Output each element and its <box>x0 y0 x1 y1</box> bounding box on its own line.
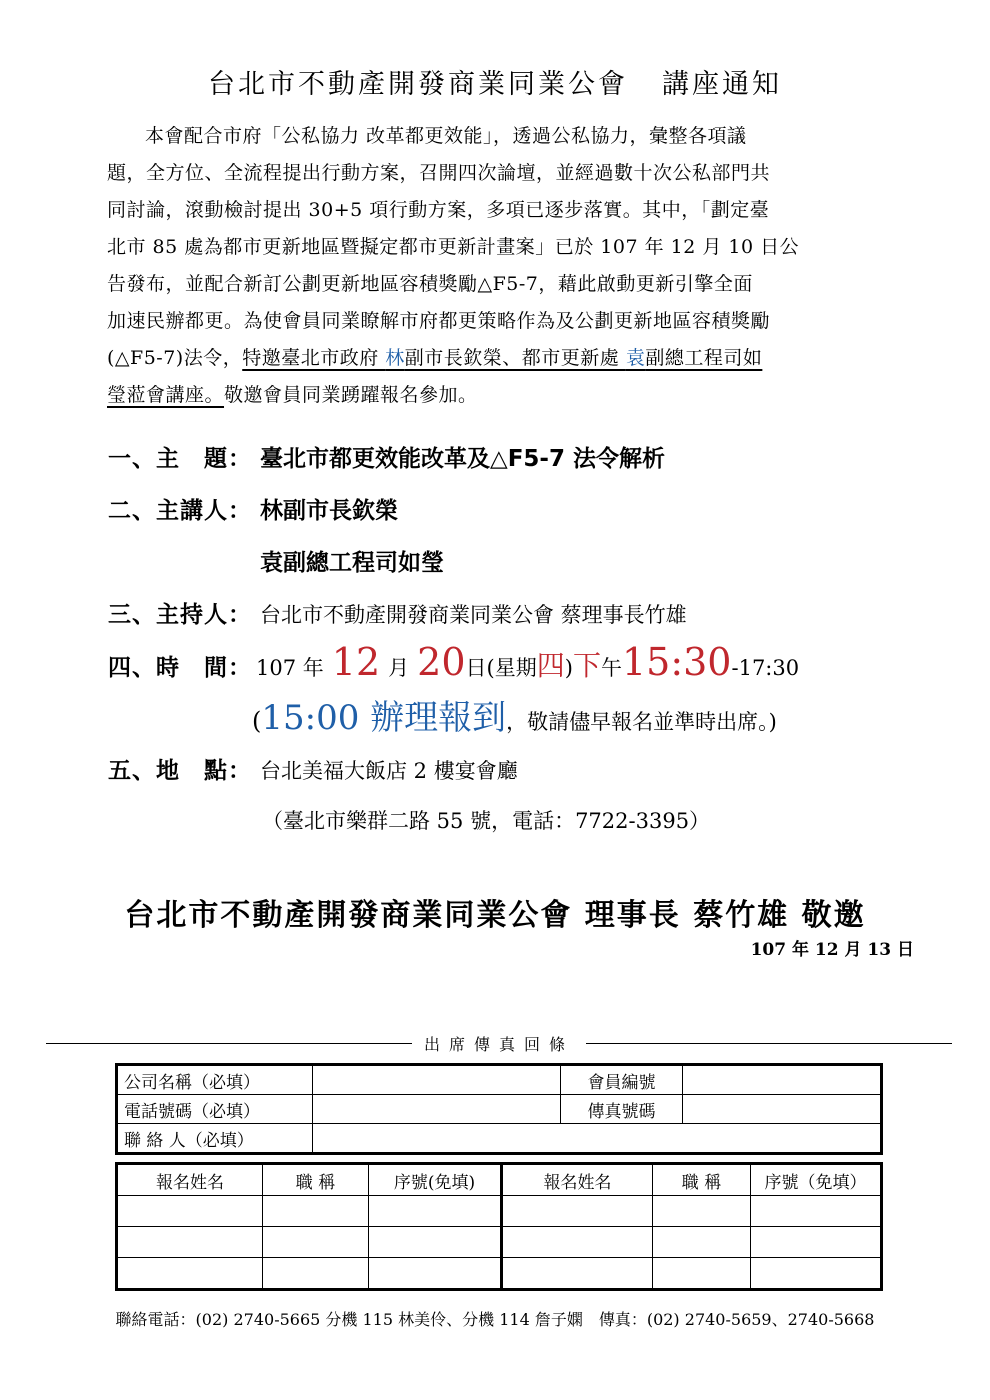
name-cell[interactable] <box>502 1227 653 1258</box>
checkin-row <box>252 690 777 739</box>
phone-input[interactable] <box>313 1095 561 1124</box>
intro-text: 林 <box>385 347 405 369</box>
title-cell[interactable] <box>653 1227 751 1258</box>
name-cell[interactable] <box>117 1196 263 1227</box>
place-address: （臺北市樂群二路 55 號，電話：7722-3395） <box>262 809 711 833</box>
col-serial: 序號(免填) <box>369 1164 502 1196</box>
title-cell[interactable] <box>653 1196 751 1227</box>
time-row <box>108 640 799 684</box>
title-cell[interactable] <box>263 1227 369 1258</box>
time-label: 四、時 間： <box>108 655 252 681</box>
reply-divider <box>46 1032 952 1056</box>
contact-input[interactable] <box>313 1124 882 1154</box>
table-row <box>117 1065 882 1095</box>
title-kind: 講座通知 <box>662 69 782 100</box>
fax-input[interactable] <box>683 1095 882 1124</box>
intro-text: 瑩蒞會講座。 <box>107 384 225 406</box>
page-title <box>0 62 990 101</box>
topic-label: 一、主 題： <box>108 446 252 472</box>
time-month: 12 <box>331 640 381 684</box>
fax-label: 傳真號碼 <box>561 1095 683 1124</box>
intro-text: 副總工程司如 <box>645 347 763 369</box>
place-label: 五、地 點： <box>108 758 252 784</box>
time-pm-unit: 午 <box>600 656 622 680</box>
topic-value: 臺北市都更效能改革及△F5-7 法令解析 <box>260 446 665 472</box>
table-header-row <box>117 1164 882 1196</box>
table-row <box>117 1258 882 1290</box>
company-label: 公司名稱（必填） <box>117 1065 313 1095</box>
time-close-paren: ) <box>564 656 573 680</box>
name-cell[interactable] <box>502 1196 653 1227</box>
host-label: 三、主持人： <box>108 602 252 628</box>
intro-text: 敬邀會員同業踴躍報名參加。 <box>224 384 478 406</box>
intro-text: 袁 <box>625 347 646 369</box>
serial-cell[interactable] <box>369 1227 502 1258</box>
time-year: 107 年 <box>256 656 324 680</box>
intro-line: 本會配合市府「公私協力 改革都更效能」，透過公私協力，彙整各項議 <box>145 125 747 147</box>
place-row <box>108 752 518 785</box>
table-row <box>117 1227 882 1258</box>
intro-line <box>107 340 887 377</box>
intro-text: 特邀臺北市政府 <box>242 347 386 369</box>
time-month-unit: 月 <box>388 656 410 680</box>
speaker-row <box>108 492 398 525</box>
place-value: 台北美福大飯店 2 樓宴會廳 <box>260 759 518 783</box>
reply-caption <box>46 1032 952 1055</box>
intro-line: 同討論，滾動檢討提出 30+5 項行動方案，多項已逐步落實。其中，「劃定臺 <box>107 199 770 221</box>
footer-contact: 聯絡電話：(02) 2740-5665 分機 115 林美伶、分機 114 詹子嫻 傳真：(02) 2740-5659、2740-5668 <box>115 1310 875 1329</box>
serial-cell[interactable] <box>751 1227 882 1258</box>
speaker-value: 袁副總工程司如瑩 <box>260 550 444 576</box>
col-name-2: 報名姓名 <box>502 1164 653 1196</box>
table-row <box>117 1095 882 1124</box>
col-title: 職 稱 <box>263 1164 369 1196</box>
intro-line: 題，全方位、全流程提出行動方案，召開四次論壇，並經過數十次公私部門共 <box>107 162 771 184</box>
time-start: 15:30 <box>621 640 732 684</box>
time-end: -17:30 <box>731 656 800 680</box>
intro-line <box>107 377 887 414</box>
intro-paragraph <box>107 118 887 414</box>
name-cell[interactable] <box>502 1258 653 1290</box>
name-cell[interactable] <box>117 1258 263 1290</box>
host-row <box>108 596 687 629</box>
company-input[interactable] <box>313 1065 561 1095</box>
title-cell[interactable] <box>653 1258 751 1290</box>
table-row <box>117 1196 882 1227</box>
invite-underlined <box>242 347 762 369</box>
reply-caption-text: 出席傳真回條 <box>412 1035 586 1054</box>
time-pm: 下 <box>572 649 601 682</box>
checkin-open-paren: ( <box>252 707 262 735</box>
phone-label: 電話號碼（必填） <box>117 1095 313 1124</box>
serial-cell[interactable] <box>751 1258 882 1290</box>
topic-row <box>108 440 665 473</box>
serial-cell[interactable] <box>369 1196 502 1227</box>
table-row <box>117 1124 882 1154</box>
serial-cell[interactable] <box>369 1258 502 1290</box>
checkin-time: 15:00 辦理報到 <box>261 698 507 738</box>
contact-label: 聯 絡 人（必填） <box>117 1124 313 1154</box>
speaker-row-2 <box>260 544 444 577</box>
intro-line: 北市 85 處為都市更新地區暨擬定都市更新計畫案」已於 107 年 12 月 10 日公 <box>107 236 800 258</box>
col-title-2: 職 稱 <box>653 1164 751 1196</box>
time-day-unit: 日(星期 <box>465 656 537 680</box>
intro-line: 告發布，並配合新訂公劃更新地區容積獎勵△F5-7，藉此啟動更新引擎全面 <box>107 273 753 295</box>
member-no-input[interactable] <box>683 1065 882 1095</box>
speaker-value: 林副市長欽榮 <box>260 498 398 524</box>
checkin-note: ，敬請儘早報名並準時出席。) <box>506 710 777 734</box>
registration-table <box>115 1162 883 1291</box>
col-serial-2: 序號（免填） <box>751 1164 882 1196</box>
signature: 台北市不動產開發商業同業公會 理事長 蔡竹雄 敬邀 <box>124 898 866 933</box>
reply-info-table <box>115 1063 883 1155</box>
intro-text: (△F5-7)法令， <box>107 347 243 369</box>
intro-text: 副市長欽榮、都市更新處 <box>404 347 626 369</box>
signature-date: 107 年 12 月 13 日 <box>750 940 914 960</box>
col-name: 報名姓名 <box>117 1164 263 1196</box>
serial-cell[interactable] <box>751 1196 882 1227</box>
speaker-label: 二、主講人： <box>108 498 252 524</box>
host-value: 台北市不動產開發商業同業公會 蔡理事長竹雄 <box>260 603 687 627</box>
member-no-label: 會員編號 <box>561 1065 683 1095</box>
title-cell[interactable] <box>263 1196 369 1227</box>
time-weekday: 四 <box>536 649 565 682</box>
title-org: 台北市不動產開發商業同業公會 <box>208 69 628 100</box>
time-day: 20 <box>417 640 466 684</box>
intro-line: 加速民辦都更。為使會員同業瞭解市府都更策略作為及公劃更新地區容積獎勵 <box>107 310 771 332</box>
name-cell[interactable] <box>117 1227 263 1258</box>
title-cell[interactable] <box>263 1258 369 1290</box>
